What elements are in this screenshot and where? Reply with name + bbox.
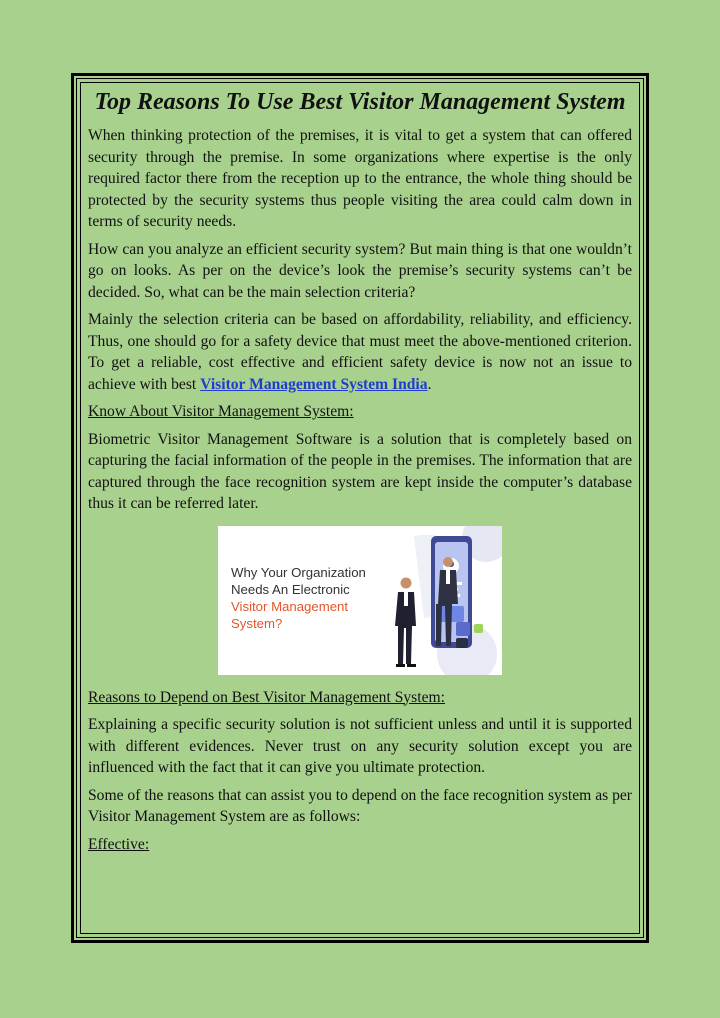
shoe-icon [407,664,416,667]
heading-effective [88,834,632,856]
paragraph-biometric: Biometric Visitor Management Software is a solution that is completely based on capturing the facial information of the people in the premises. The information that are captured through the face recognition system are kept inside the computer’s database thus it can be referred later. [88,430,632,512]
heading-know-about [88,401,632,423]
page-title: Top Reasons To Use Best Visitor Management System [94,89,626,115]
status-icon [474,624,483,633]
caption-line-3: Visitor Management [231,598,349,614]
shirt-icon [446,570,450,584]
shirt-icon [404,592,408,606]
heading-reasons-text: Reasons to Depend on Best Visitor Management System: [88,688,445,706]
device-icon [456,622,470,636]
caption-line-2: Needs An Electronic [231,581,350,597]
paragraph-selection-text: Mainly the selection criteria can be based on affordability, reliability, and efficiency. Thus, one should go for a safety device that must meet the above-mentioned criterion. To get a reliable, cost effective and efficient safety device is now not an issue to achieve with best [88,311,632,393]
person-head-icon [401,577,412,588]
person-head-icon [443,557,453,567]
paragraph-explaining: Explaining a specific security solution is not sufficient unless and until it is supported with different evidences. Never trust on any security solution except you are influenced with the fact that it can give you ultimate protection. [88,716,632,776]
visitor-management-link[interactable]: Visitor Management System India [200,375,428,393]
paragraph-analyze: How can you analyze an efficient security system? But main thing is that one wouldn’t go on looks. As per on the device’s look the premise’s security systems can’t be decided. So, what can be the main selection criteria? [88,240,632,301]
caption-line-4: System? [231,615,283,631]
paragraph-selection-criteria [88,309,632,395]
heading-know-about-text: Know About Visitor Management System: [88,403,354,420]
caption-line-1: Why Your Organization [231,564,366,580]
heading-effective-text: Effective: [88,835,150,853]
heading-reasons [88,687,632,709]
intro-paragraph: When thinking protection of the premises, it is vital to get a system that can offered security through the premise. In some organizations where expertise is the only required factor there from the reception up to the entrance, the whole thing should be protected by the security systems thus people visiting the area could calm down in terms of security needs. [88,127,632,230]
paragraph-selection-end: . [427,375,432,393]
visitor-management-illustration [218,526,502,675]
paragraph-some-reasons: Some of the reasons that can assist you to depend on the face recognition system as per Visitor Management System are as follows: [88,786,632,825]
document-body [88,86,632,855]
illustration-caption [231,564,366,632]
device-icon [456,638,468,648]
shoe-icon [396,664,405,667]
